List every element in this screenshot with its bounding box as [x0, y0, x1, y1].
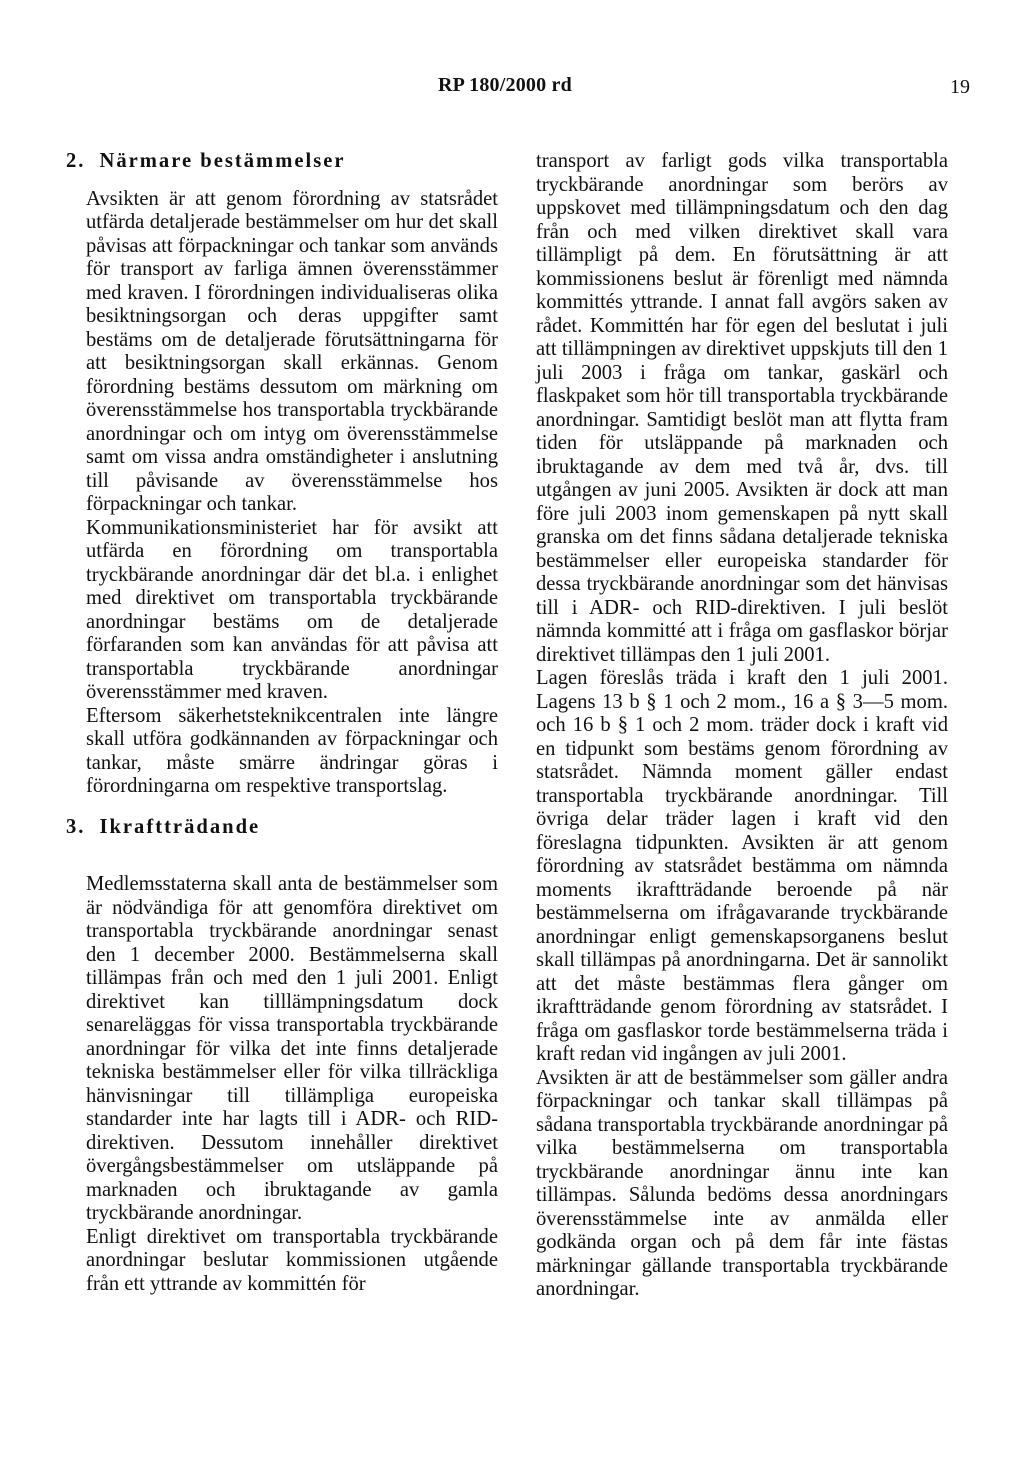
- section-3-paragraph: Enligt direktivet om transportabla tryckbärande anordningar beslutar kommissionen utgående från ett yttrande av kommittén för: [86, 1225, 498, 1295]
- page-number: 19: [950, 76, 970, 98]
- section-2-paragraph: Eftersom säkerhetsteknikcentralen inte längre skall utföra godkännanden av förpackningar och tankar, måste smärre ändringar göras i förordningarna om respektive transportslag.: [86, 704, 498, 797]
- section-3-number: 3.: [66, 815, 86, 838]
- left-column: [66, 150, 498, 1296]
- section-3-title: Ikraftträdande: [99, 815, 261, 838]
- section-2-title: Närmare bestämmelser: [99, 150, 346, 172]
- page-header-title: RP 180/2000 rd: [438, 74, 572, 96]
- section-3-heading: [66, 816, 498, 840]
- right-column-paragraph: Avsikten är att de bestämmelser som gäller andra förpackningar och tankar skall tillämpas på sådana transportabla tryckbärande anordningar på vilka bestämmelserna om transportabla tryckbärande anordningar ännu inte kan tillämpas. Sålunda bedöms dessa anordningars överensstämmelse inte av anmälda eller godkända organ och på dem får inte fästas märkningar gällande transportabla tryckbärande anordningar.: [536, 1066, 948, 1300]
- section-2-heading: [66, 150, 498, 174]
- right-column-paragraph: transport av farligt gods vilka transportabla tryckbärande anordningar som berörs av uppskovet med tillämpningsdatum och den dag från och med vilken direktivet skall vara tillämpligt på dem. En förutsättning är att kommissionens beslut är förenligt med nämnda kommittés yttrande. I annat fall avgörs saken av rådet. Kommittén har för egen del beslutat i juli att tillämpningen av direktivet uppskjuts till den 1 juli 2003 i fråga om tankar, gaskärl och flaskpaket som hör till transportabla tryckbärande anordningar. Samtidigt beslöt man att flytta fram tiden för utsläppande på marknaden och ibruktagande av dem med två år, dvs. till utgången av juni 2005. Avsikten är dock att man före juli 2003 inom gemenskapen på nytt skall granska om det finns sådana detaljerade tekniska bestämmelser eller europeiska standarder för dessa tryckbärande anordningar som det hänvisas till i ADR- och RID-direktiven. I juli beslöt nämnda kommitté att i fråga om gasflaskor börjar direktivet tillämpas den 1 juli 2001.: [536, 150, 948, 666]
- right-column-paragraph: Lagen föreslås träda i kraft den 1 juli 2001. Lagens 13 b § 1 och 2 mom., 16 a § 3—5 mom. och 16 b § 1 och 2 mom. träder dock i kraft vid en tidpunkt som bestäms genom förordning av statsrådet. Nämnda moment gäller endast transportabla tryckbärande anordningar. Till övriga delar träder lagen i kraft vid den föreslagna tidpunkten. Avsikten är att genom förordning av statsrådet bestämma om nämnda moments ikraftträdande beroende på när bestämmelserna om ifrågavarande tryckbärande anordningar enligt gemenskapsorganens beslut skall tillämpas på anordningarna. Det är sannolikt att det måste bestämmas flera gånger om ikraftträdande genom förordning av statsrådet. I fråga om gasflaskor torde bestämmelserna träda i kraft redan vid ingången av juli 2001.: [536, 667, 948, 1065]
- section-2-paragraph: Kommunikationsministeriet har för avsikt att utfärda en förordning om transportabla tryckbärande anordningar där det bl.a. i enlighet med direktivet om transportabla tryckbärande anordningar bestäms om de detaljerade förfaranden som kan användas för att påvisa att transportabla tryckbärande anordningar överensstämmer med kraven.: [86, 516, 498, 703]
- section-3-paragraph: Medlemsstaterna skall anta de bestämmelser som är nödvändiga för att genomföra direktivet om transportabla tryckbärande anordningar senast den 1 december 2000. Bestämmelserna skall tillämpas från och med den 1 juli 2001. Enligt direktivet kan tilllämpningsdatum dock senareläggas för vissa transportabla tryckbärande anordningar för vilka det inte finns detaljerade tekniska bestämmelser eller för vilka tillräckliga hänvisningar till tillämpliga europeiska standarder inte har lagts till i ADR- och RID-direktiven. Dessutom innehåller direktivet övergångsbestämmelser om utsläppande på marknaden och ibruktagande av gamla tryckbärande anordningar.: [86, 873, 498, 1224]
- section-2-number: 2.: [66, 150, 86, 172]
- section-2-paragraph: Avsikten är att genom förordning av statsrådet utfärda detaljerade bestämmelser om hur det skall påvisas att förpackningar och tankar som används för transport av farliga ämnen överensstämmer med kraven. I förordningen individualiseras olika besiktningsorgan och deras uppgifter samt bestäms om de detaljerade förutsättningarna för att besiktningsorgan skall erkännas. Genom förordning bestäms dessutom om märkning om överensstämmelse hos transportabla tryckbärande anordningar och om intyg om överensstämmelse samt om vissa andra omständigheter i anslutning till påvisande av överensstämmelse hos förpackningar och tankar.: [86, 187, 498, 515]
- right-column: [536, 150, 948, 1302]
